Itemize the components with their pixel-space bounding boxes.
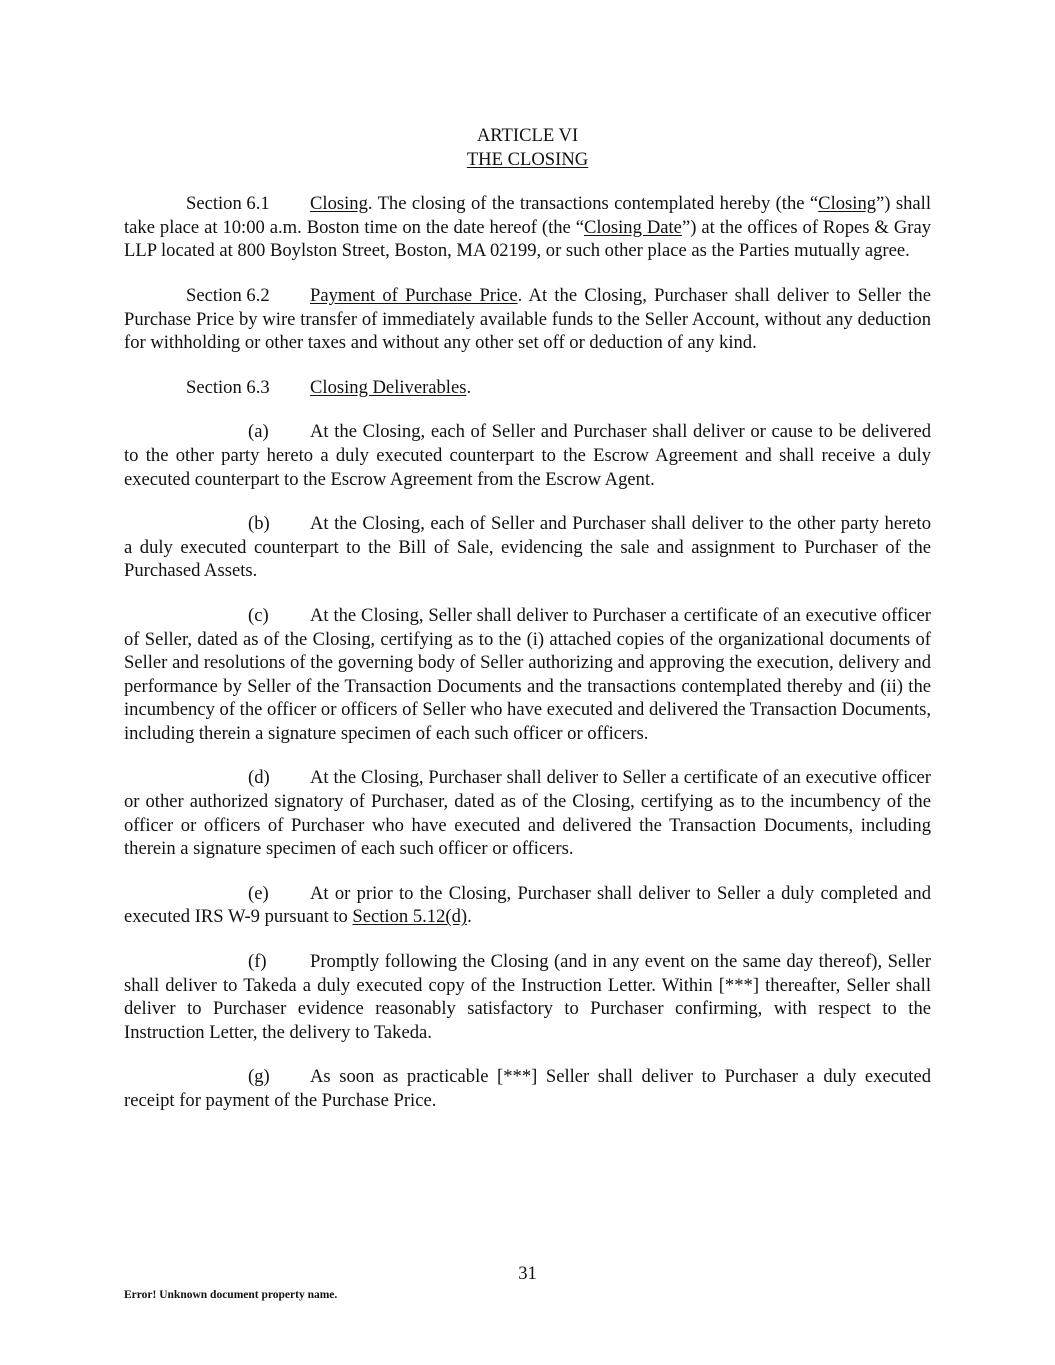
clause-text: At the Closing, each of Seller and Purchaser shall deliver or cause to be delivered to the other party hereto a duly executed counterpart to the Escrow Agreement and shall receive a duly executed counterpart to the Escrow Agreement from the Escrow Agent.: [124, 421, 931, 490]
section-6-2: [124, 284, 931, 355]
defined-term: Closing Date: [584, 216, 682, 238]
clause-label: (c): [248, 604, 269, 626]
clause-d: [124, 766, 931, 860]
spacer: [124, 745, 931, 766]
clause-text: At the Closing, each of Seller and Purchaser shall deliver to the other party hereto a duly executed counterpart to the Bill of Sale, evidencing the sale and assignment to Purchaser of the Purchased Assets.: [124, 513, 931, 582]
clause-text: As soon as practicable [***] Seller shall deliver to Purchaser a duly executed receipt for payment of the Purchase Price.: [124, 1066, 931, 1111]
article-title: THE CLOSING: [466, 148, 589, 170]
clause-label: (g): [248, 1066, 270, 1088]
section-6-1: [124, 192, 931, 263]
page-number: 31: [518, 1263, 537, 1284]
spacer: [124, 861, 931, 882]
section-heading: Payment of Purchase Price: [310, 284, 518, 306]
clause-label: (d): [248, 767, 270, 789]
article-number: ARTICLE VI: [476, 125, 579, 146]
clause-b: [124, 512, 931, 583]
footer-error-text: Error! Unknown document property name.: [124, 1289, 338, 1301]
spacer: [124, 1044, 931, 1065]
clause-label: (b): [248, 513, 270, 535]
clause-text: Promptly following the Closing (and in any event on the same day thereof), Seller shall deliver to Takeda a duly executed copy of the Instruction Letter. Within [***] thereafter, Seller shall deliver to Purchaser evidence reasonably satisfactory to Purchaser confirming, with respect to the Instruction Letter, the delivery to Takeda.: [124, 951, 931, 1043]
spacer: [124, 399, 931, 420]
section-number: Section 6.3: [186, 376, 270, 398]
spacer: [124, 171, 931, 192]
section-6-3: [124, 376, 931, 400]
spacer: [124, 929, 931, 950]
clause-text: At or prior to the Closing, Purchaser shall deliver to Seller a duly completed and executed IRS W-9 pursuant to: [124, 882, 931, 928]
clause-c: [124, 604, 931, 746]
spacer: [124, 263, 931, 284]
section-reference: Section 5.12(d): [352, 906, 468, 928]
defined-term: Closing: [818, 193, 877, 215]
spacer: [124, 491, 931, 512]
spacer: [124, 583, 931, 604]
clause-text: .: [467, 906, 472, 928]
clause-g: [124, 1065, 931, 1112]
clause-text: At the Closing, Purchaser shall deliver to Seller a certificate of an executive officer or other authorized signatory of Purchaser, dated as of the Closing, certifying as to the incumbency of the officer or officers of Purchaser who have executed and delivered the Transaction Documents, including therein a signature specimen of each such officer or officers.: [124, 767, 931, 860]
clause-text: At the Closing, Seller shall deliver to Purchaser a certificate of an executive officer of Seller, dated as of the Closing, certifying as to the (i) attached copies of the organizational documents of Seller and resolutions of the governing body of Seller authorizing and approving the execution, delivery and performance by Seller of the Transaction Documents and the transactions contemplated thereby and (ii) the incumbency of the officer or officers of Seller who have executed and delivered the Transaction Documents, including therein a signature specimen of each such officer or officers.: [124, 604, 931, 744]
section-text: . At the Closing, Purchaser shall deliver to Seller the Purchase Price by wire transfer of immediately available funds to the Seller Account, without any deduction for withholding or other taxes and without any other set off or deduction of any kind.: [124, 284, 931, 354]
clause-label: (f): [248, 951, 267, 973]
section-heading: Closing Deliverables: [310, 376, 467, 398]
clause-label: (a): [248, 421, 269, 443]
section-text: ”) at the offices of Ropes & Gray LLP located at 800 Boylston Street, Boston, MA 02199, or such other place as the Parties mutually agree.: [124, 216, 932, 262]
section-text: . The closing of the transactions contemplated hereby (the “: [367, 193, 819, 215]
section-number: Section 6.2: [186, 284, 270, 306]
section-number: Section 6.1: [186, 193, 270, 215]
clause-f: [124, 950, 931, 1044]
clause-label: (e): [248, 882, 269, 904]
section-text: .: [466, 376, 472, 398]
spacer: [124, 355, 931, 376]
clause-a: [124, 420, 931, 491]
clause-e: [124, 882, 931, 929]
article-heading: [124, 124, 931, 171]
section-text: ”) shall take place at 10:00 a.m. Boston time on the date hereof (the “: [124, 193, 931, 238]
section-heading: Closing: [310, 193, 368, 215]
document-page: [124, 124, 931, 1113]
